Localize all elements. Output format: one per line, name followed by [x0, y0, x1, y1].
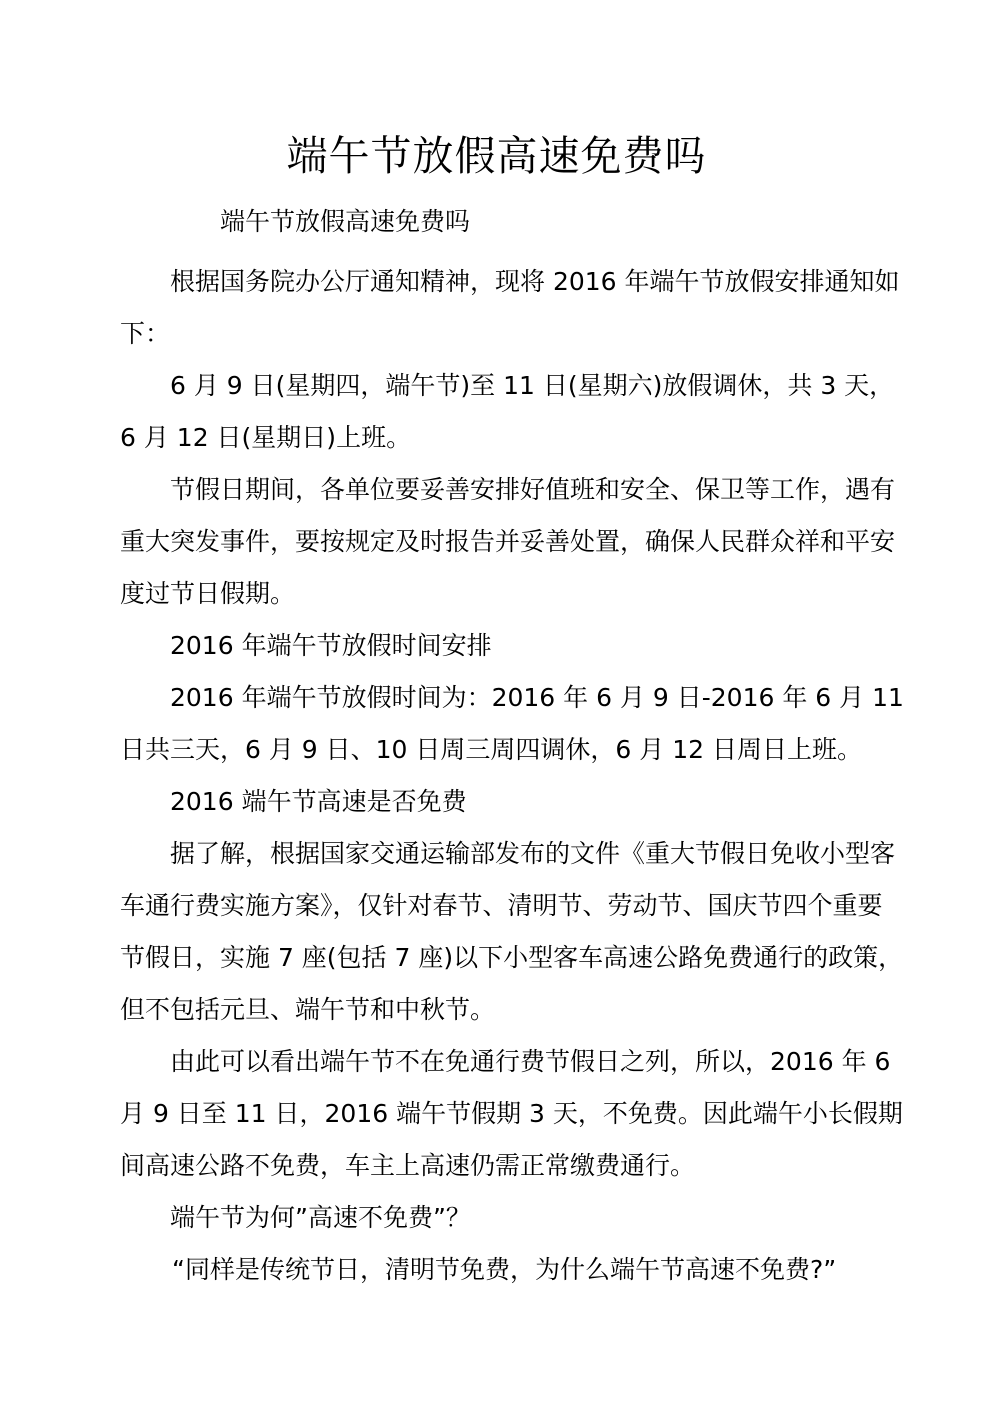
section-heading-why-not-free: 端午节为何”高速不免费”？ [170, 1203, 471, 1232]
paragraph-schedule-detail: 2016 年端午节放假时间为：2016 年 6 月 9 日-2016 年 6 月 11 日共三天，6 月 9 日、10 日周三周四调休，6 月 12 日周日上班。 [120, 683, 904, 764]
paragraph-toll-policy: 据了解，根据国家交通运输部发布的文件《重大节假日免收小型客车通行费实施方案》，仅针对春节、清明节、劳动节、国庆节四个重要节假日，实施 7 座(包括 7 座)以下小型客车高速公路免费通行的政策，但不包括元旦、端午节和中秋节。 [120, 839, 904, 1024]
document-subtitle: 端午节放假高速免费吗 [220, 207, 471, 236]
paragraph-notice-intro: 根据国务院办公厅通知精神，现将 2016 年端午节放假安排通知如下： [120, 267, 900, 348]
document-title: 端午节放假高速免费吗 [286, 132, 707, 180]
paragraph-toll-conclusion: 由此可以看出端午节不在免通行费节假日之列，所以，2016 年 6 月 9 日至 11 日，2016 端午节假期 3 天，不免费。因此端午小长假期间高速公路不免费，车主上高速仍需正常缴费通行。 [120, 1047, 903, 1180]
paragraph-quote: “同样是传统节日，清明节免费，为什么端午节高速不免费?” [172, 1255, 837, 1284]
document-body [120, 256, 905, 1296]
paragraph-holiday-dates: 6 月 9 日(星期四，端午节)至 11 日(星期六)放假调休，共 3 天，6 月 12 日(星期日)上班。 [120, 371, 895, 452]
section-heading-schedule: 2016 年端午节放假时间安排 [170, 631, 492, 660]
section-heading-toll-free: 2016 端午节高速是否免费 [170, 787, 467, 816]
paragraph-duty-arrangement: 节假日期间，各单位要妥善安排好值班和安全、保卫等工作，遇有重大突发事件，要按规定及时报告并妥善处置，确保人民群众祥和平安度过节日假期。 [120, 475, 896, 608]
